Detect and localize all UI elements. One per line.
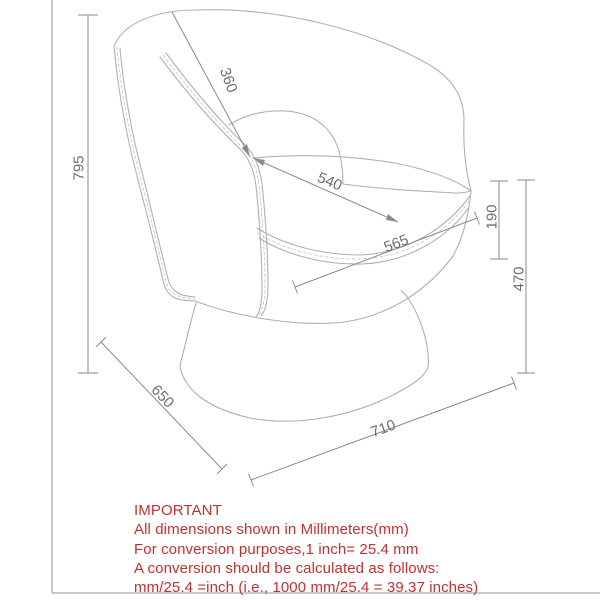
dimension-label: 540 <box>314 168 345 195</box>
dimension-label: 565 <box>381 231 411 257</box>
dimension-seat-diagonal <box>253 158 398 222</box>
dimension-seat-height <box>510 180 535 373</box>
dimension-annotations <box>70 12 535 487</box>
dimension-end-tick <box>475 212 480 225</box>
dimension-label: 795 <box>70 155 88 181</box>
dimension-label: 190 <box>483 204 501 230</box>
chair-base-foot <box>180 366 428 421</box>
dimension-arrowhead <box>242 144 250 157</box>
dimension-arrowhead <box>386 214 398 222</box>
dimension-label: 710 <box>368 416 398 441</box>
chair-seat-piping <box>259 207 469 264</box>
chair-underbody-bottom <box>195 256 453 323</box>
dimension-back-diagonal <box>172 12 250 157</box>
chair-back-outer-top <box>114 10 471 191</box>
dimension-arrowhead <box>253 158 265 166</box>
dimension-label: 360 <box>216 65 241 95</box>
chair-base-right-edge <box>401 291 428 367</box>
dimension-label: 650 <box>147 381 178 412</box>
dimension-depth <box>96 337 227 474</box>
chair-base-left-edge <box>180 303 196 366</box>
chair-line-art <box>114 10 471 421</box>
chair-arm-seam-inner <box>166 53 268 316</box>
note-line-1: All dimensions shown in Millimeters(mm) <box>134 521 409 539</box>
dimension-end-tick <box>249 474 254 487</box>
dimension-label: 470 <box>510 266 528 292</box>
dimension-end-tick <box>293 281 298 294</box>
dimension-seat-thickness <box>483 181 508 259</box>
chair-seat-back-edge <box>343 184 471 193</box>
dimension-overall-width <box>249 377 517 487</box>
note-title: IMPORTANT <box>134 502 222 519</box>
chair-seat-front-edge <box>257 196 470 255</box>
important-note-block <box>134 501 524 597</box>
chair-back-left-edge <box>114 46 195 301</box>
dimension-seat-width <box>293 212 480 294</box>
dimension-line <box>253 158 398 222</box>
chair-arm-seam-stitch <box>163 55 265 316</box>
dimension-overall-height <box>70 15 98 373</box>
chair-arm-seam-outer <box>160 57 262 317</box>
chair-seat-stitch <box>258 201 469 259</box>
chair-back-left-piping <box>120 48 195 297</box>
note-line-3: A conversion should be calculated as follows: <box>134 559 440 577</box>
chair-back-left-stitch <box>117 47 195 299</box>
note-line-4: mm/25.4 =inch (i.e., 1000 mm/25.4 = 39.37 inches) <box>134 579 479 597</box>
note-line-2: For conversion purposes,1 inch= 25.4 mm <box>134 540 419 558</box>
dimension-end-tick <box>512 377 517 390</box>
